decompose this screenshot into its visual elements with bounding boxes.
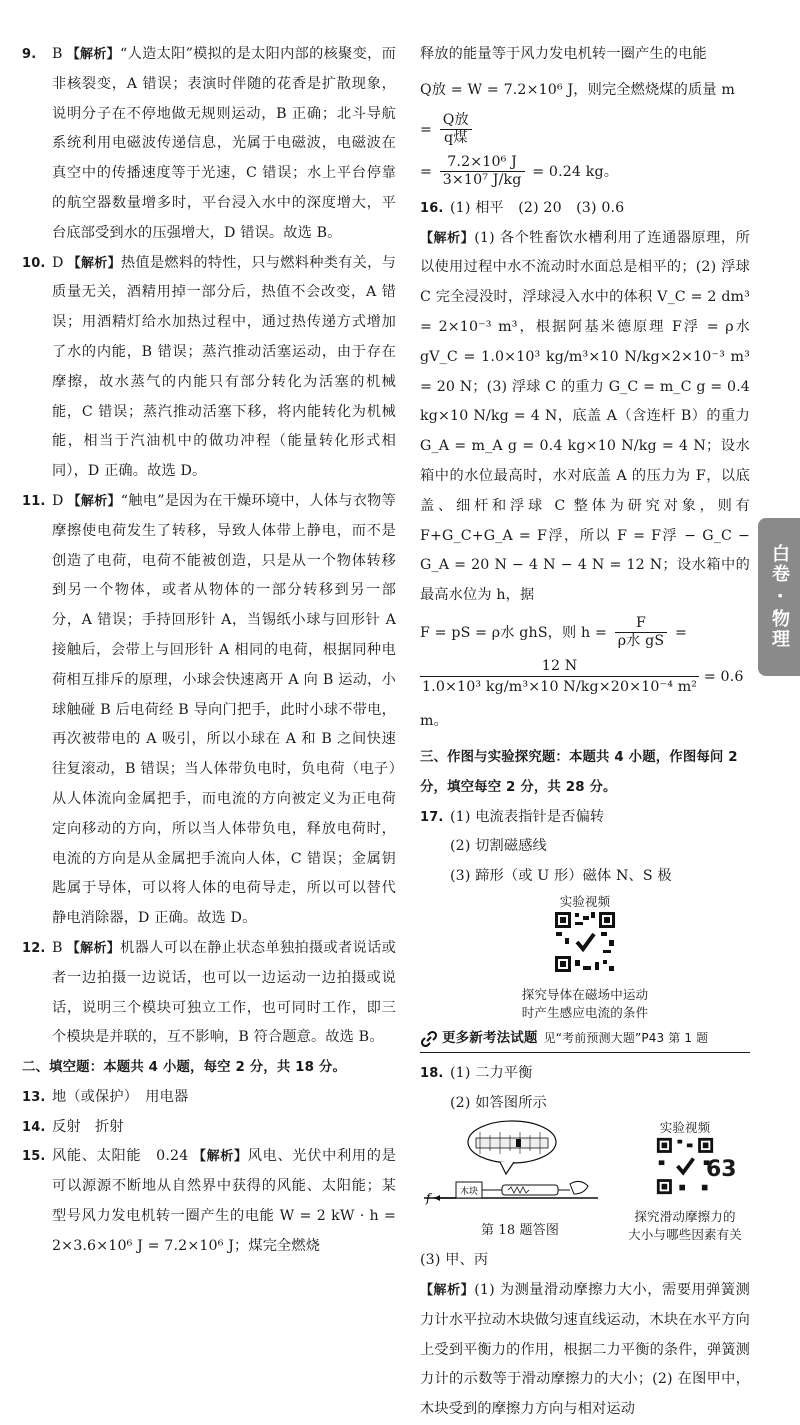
more-questions-title: 更多新考法试题 (442, 1029, 538, 1046)
question-9 (22, 40, 396, 249)
q18-answer-figure (420, 1118, 620, 1240)
question-number: 11. (22, 493, 46, 509)
question-15 (22, 1142, 396, 1261)
qr-title: 实验视频 (559, 893, 611, 909)
question-number: 18. (420, 1065, 444, 1081)
spring-scale-diagram (420, 1118, 620, 1210)
answer-choice: B (52, 939, 63, 956)
question-10 (22, 249, 396, 487)
figure-caption: 第 18 题答图 (480, 1223, 559, 1239)
qr-code-icon[interactable] (553, 910, 617, 974)
question-17: 17. (1) 电流表指针是否偏转 (2) 切割磁感线 (3) 蹄形（或 U 形）磁体 N、S 极 (420, 803, 750, 892)
question-number: 13. (22, 1089, 46, 1105)
fraction: $\frac{12 N}{\text{1.0×10³ kg/m³×10 N/kg×20×10⁻⁴ m²}}$ (422, 658, 698, 696)
fraction: $\frac{F}{\text{ρ水 gS}}$ (615, 615, 668, 650)
right-column (420, 40, 750, 1425)
question-12 (22, 934, 396, 1053)
fraction: $\frac{\text{7.2×10⁶ J}}{\text{3×10⁷ J/kg}}$ (440, 154, 525, 189)
analysis-text: 热值是燃料的特性，只与燃料种类有关，与质量无关，酒精用掉一部分后，热值不会改变，A 错误；用酒精灯给水加热过程中，通过热传递方式增加了水的内能，B 错误；蒸汽推动活塞运动，由于存在摩擦，故水蒸气的内能只有部分转化为活塞的机械能，C 错误；蒸汽推动活塞下移，将内能转化为机械能，相当于汽油机中的做功冲程（能量转化形式相同），D 正确。故选 D。 (52, 254, 396, 480)
analysis-tag: 【解析】 (192, 1149, 248, 1165)
qr-video-block[interactable] (620, 1120, 750, 1244)
question-16 (420, 194, 750, 224)
q18-analysis: 【解析】(1) 为测量滑动摩擦力大小，需要用弹簧测力计水平拉动木块做匀速直线运动，木块在水平方向上受到平衡力的作用，根据二力平衡的条件，弹簧测力计的示数等于滑动摩擦力的大小；(2) 在图甲中，木块受到的摩擦力方向与相对运动 (420, 1281, 750, 1418)
q15-equation-2: = $\frac{\text{7.2×10⁶ J}}{\text{3×10⁷ J/kg}}$ = 0.24 kg。 (420, 154, 619, 189)
question-number: 15. (22, 1149, 46, 1165)
answer-text: (1) 相平 (2) 20 (3) 0.6 (450, 199, 625, 216)
page-number: 63 (706, 1157, 737, 1182)
subject-side-tab: 白卷 · 物理 (758, 518, 800, 676)
analysis-tag: 【解析】 (67, 255, 121, 271)
answer-choice: B (52, 46, 63, 62)
analysis-text: “人造太阳”模拟的是太阳内部的核聚变，而非核裂变，A 错误；表演时伴随的花香是扩散现象，说明分子在不停地做无规则运动，B 正确；北斗导航系统利用电磁波传递信息，光属于电磁波，电磁波在真空中的传播速度等于光速，C 错误；水上平台停靠的航空器数量增多时，平台浸入水中的深度增大，平台底部受到水的压强增大，D 错误。故选 B。 (52, 46, 396, 241)
answer-choice: D (52, 492, 64, 509)
question-11 (22, 487, 396, 934)
more-questions-bar (420, 1026, 750, 1053)
question-18: 18. (1) 二力平衡 (2) 如答图所示 (420, 1059, 750, 1119)
question-13 (22, 1083, 396, 1113)
analysis-tag: 【解析】 (66, 940, 121, 956)
fraction: $\frac{\text{Q放}}{\text{q煤}}$ (440, 112, 472, 147)
question-number: 10. (22, 255, 46, 271)
block-label: 木块 (459, 1187, 479, 1198)
answer-text: 地（或保护） 用电器 (52, 1088, 189, 1105)
section-heading-fill-in: 二、填空题：本题共 4 小题，每空 2 分，共 18 分。 (22, 1060, 347, 1076)
q15-equation-1: Q放 = W = 7.2×10⁶ J，则完全燃烧煤的质量 m = $\frac{\text{Q放}}{\text{q煤}}$ (420, 81, 735, 147)
analysis-text: 风电、光伏中利用的是可以源源不断地从自然界中获得的风能、太阳能；某型号风力发电机转一圈产生的电能 W = 2 kW · h = 2×3.6×10⁶ J = 7.2×10⁶ J；煤完全燃烧 (52, 1148, 396, 1254)
q15-continued: 释放的能量等于风力发电机转一圈产生的电能 (420, 46, 707, 62)
qr-caption: 探究导体在磁场中运动 (521, 986, 649, 1002)
section-heading-experiment: 三、作图与实验探究题：本题共 4 小题，作图每问 2 分，填空每空 2 分，共 28 分。 (420, 749, 738, 795)
qr-caption: 大小与哪些因素有关 (628, 1227, 742, 1243)
left-column (22, 40, 396, 1262)
question-number: 12. (22, 940, 46, 956)
more-questions-ref: 见“考前预测大题”P43 第 1 题 (543, 1030, 709, 1045)
qr-video-block[interactable] (420, 894, 750, 1022)
q16-equation-result: $\frac{12 N}{\text{1.0×10³ kg/m³×10 N/kg×20×10⁻⁴ m²}}$ = 0.6 m。 (420, 658, 744, 729)
q16-equation-h: F = pS = ρ水 ghS，则 h = $\frac{F}{\text{ρ水 gS}}$ = (420, 615, 687, 650)
question-number: 14. (22, 1119, 46, 1135)
link-icon (420, 1030, 438, 1048)
answer-text: 风能、太阳能 0.24 (52, 1148, 189, 1165)
analysis-text: 机器人可以在静止状态单独拍摄或者说话或者一边拍摄一边说话，也可以一边运动一边拍摄或说话，说明三个模块可独立工作，也可同时工作，即三个模块是并联的，互不影响，B 符合题意。故选 B。 (52, 939, 396, 1046)
answer-choice: D (52, 254, 64, 271)
qr-caption: 探究滑动摩擦力的 (634, 1209, 736, 1225)
question-number: 9. (22, 47, 37, 62)
q18-answer-3: (3) 甲、丙 (420, 1252, 489, 1269)
friction-force-label: f (426, 1191, 431, 1206)
analysis-tag: 【解析】 (66, 47, 120, 62)
question-number: 17. (420, 809, 444, 825)
analysis-text: “触电”是因为在干燥环境中，人体与衣物等摩擦使电荷发生了转移，导致人体带上静电，而不是创造了电荷，电荷不能被创造，只是从一个物体转移到另一个物体，或者从物体的一部分转移到另一部分，A 错误；手持回形针 A，当锡纸小球与回形针 A 接触后，会带上与回形针 A 相同的电荷，根据同种电荷相互排斥的原理，小球会快速离开 A 向 B 运动，小球触碰 B 后电荷经 B 导向门把手，此时小球不带电，再次被带电的 A 吸引，所以小球在 A 和 B 之间快速往复滚动，B 错误；当人体带负电时，负电荷（电子）从人体流向金属把手，而电流的方向被定义为正电荷定向移动的方向，所以当人体带负电，释放电荷时，电流的方向是从金属把手流向人体，C 错误；金属钥匙属于导体，可以将人体的电荷导走，所以可以替代静电消除器，D 正确。故选 D。 (52, 492, 396, 927)
q18-figure-row (420, 1118, 750, 1246)
q16-analysis: 【解析】(1) 各个牲畜饮水槽利用了连通器原理，所以使用过程中水不流动时水面总是相平的；(2) 浮球 C 完全浸没时，浮球浸入水中的体积 V_C = 2 dm³ = 2×10⁻³ m³，根据阿基米德原理 F浮 = ρ水 gV_C = 1.0×10³ kg/m³×10 N/kg×2×10⁻³ m³ = 20 N；(3) 浮球 C 的重力 G_C = m_C g = 0.4 kg×10 N/kg = 4 N，底盖 A（含连杆 B）的重力 G_A = m_A g = 0.4 kg×10 N/kg = 4 N；设水箱中的水位最高时，水对底盖 A 的压力为 F，以底盖、细杆和浮球 C 整体为研究对象，则有 F+G_C+G_A = F浮，所以 F = F浮 − G_C − G_A = 20 N − 4 N − 4 N = 12 N；设水箱中的最高水位为 h，据 (420, 229, 750, 604)
question-number: 16. (420, 200, 444, 216)
question-14 (22, 1113, 396, 1143)
analysis-tag: 【解析】 (67, 493, 121, 509)
answer-text: 反射 折射 (52, 1118, 124, 1135)
qr-title: 实验视频 (659, 1120, 711, 1136)
qr-caption: 时产生感应电流的条件 (521, 1004, 649, 1020)
